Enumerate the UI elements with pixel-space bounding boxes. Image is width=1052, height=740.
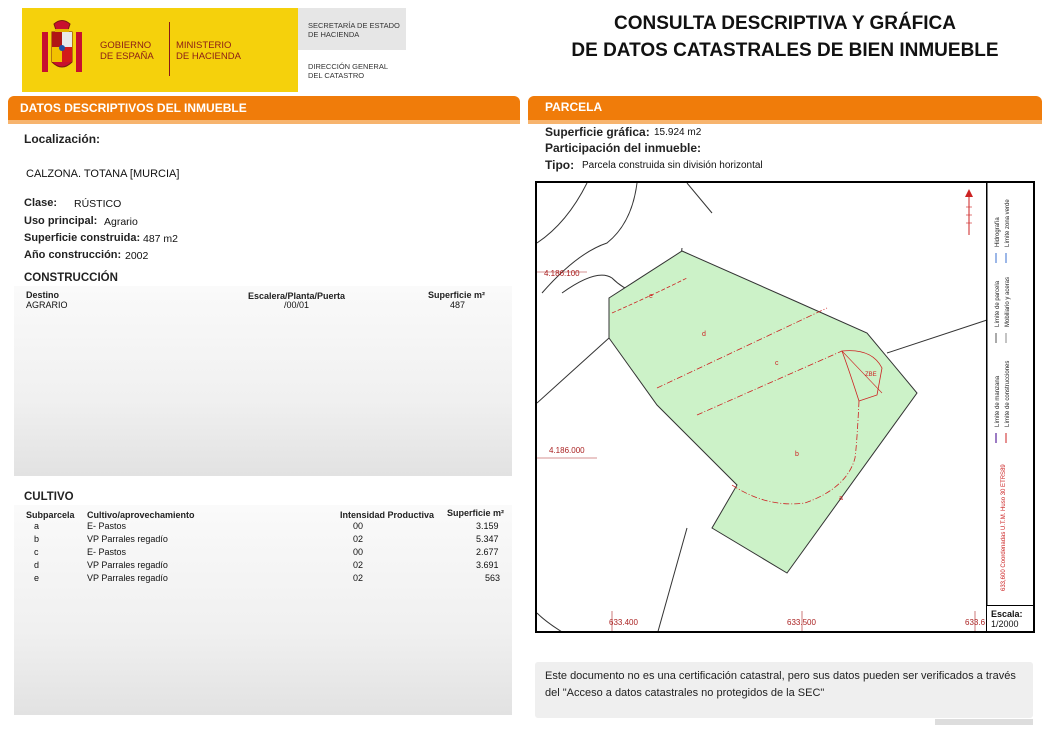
logo-separator [169, 22, 170, 76]
coord-y-mid: 4.186.000 [549, 446, 585, 455]
legend-manzana: Límite de manzana [995, 375, 1001, 427]
construccion-row-escalera: /00/01 [284, 300, 310, 310]
cultivo-row-e-subparcela: e [34, 573, 40, 583]
coat-of-arms-icon [38, 18, 86, 84]
zone-label: ZBE [865, 372, 877, 378]
cultivo-row-d-cultivo: VP Parrales regadío [87, 560, 168, 570]
cultivo-row-c-intensidad: 00 [353, 547, 364, 557]
gobierno-text: GOBIERNO DE ESPAÑA [100, 40, 154, 62]
participacion-label: Participación del inmueble: [545, 141, 702, 155]
localizacion-value: CALZONA. TOTANA [MURCIA] [26, 168, 180, 180]
superficie-grafica-label: Superficie gráfica: [545, 125, 650, 139]
cultivo-row-d-subparcela: d [34, 560, 40, 570]
direccion-general-text: DIRECCIÓN GENERAL DEL CATASTRO [308, 62, 389, 80]
clase-value: RÚSTICO [74, 198, 122, 210]
cultivo-row-a-superficie: 3.159 [476, 521, 499, 531]
subparcel-label-e: e [649, 293, 653, 300]
construccion-title: CONSTRUCCIÓN [24, 272, 118, 284]
cultivo-row-b-cultivo: VP Parrales regadío [87, 534, 168, 544]
scale-value: 1/2000 [991, 619, 1019, 629]
cultivo-row-a-subparcela: a [34, 521, 40, 531]
legend-construcciones: Límite de construcciones [1005, 360, 1011, 427]
cultivo-header-superficie: Superficie m² [447, 508, 505, 518]
note-shadow [935, 719, 1033, 725]
right-section-underline [528, 120, 1042, 124]
cultivo-row-e-intensidad: 02 [353, 573, 364, 583]
subparcel-label-a: a [839, 495, 843, 502]
cultivo-row-c-subparcela: c [34, 547, 39, 557]
legend-mobiliario: Mobiliario y aceras [1005, 276, 1011, 327]
left-section-underline [8, 120, 520, 124]
scale-box [986, 605, 1035, 633]
superficie-grafica-value: 15.924 m2 [654, 127, 702, 138]
uso-value: Agrario [104, 216, 138, 228]
legend-parcela: Límite de parcela [995, 280, 1001, 327]
scale-label: Escala: [991, 609, 1023, 619]
cultivo-row-a-intensidad: 00 [353, 521, 364, 531]
right-section-bar [528, 96, 1042, 120]
cultivo-row-d-superficie: 3.691 [476, 560, 499, 570]
secretaria-text: SECRETARÍA DE ESTADO DE HACIENDA [308, 21, 400, 39]
tipo-label: Tipo: [545, 158, 575, 172]
anio-label: Año construcción: [24, 249, 122, 261]
cultivo-row-d-intensidad: 02 [353, 560, 364, 570]
parcel-polygon [609, 251, 917, 573]
parcel-map[interactable] [535, 181, 1035, 633]
legend-coordinates: 633,600 Coordenadas U.T.M. Huso 30 ETRS89 [1001, 464, 1007, 591]
disclaimer-note: Este documento no es una certificación catastral, pero sus datos pueden ser verificados a través del "Acceso a datos catastrales no protegidos de la SEC" [535, 662, 1033, 718]
coord-x-2: 633.500 [787, 618, 816, 627]
cultivo-row-e-cultivo: VP Parrales regadío [87, 573, 168, 583]
superficie-value: 487 m2 [143, 233, 179, 245]
cultivo-title: CULTIVO [24, 491, 74, 503]
left-section-title: DATOS DESCRIPTIVOS DEL INMUEBLE [20, 101, 247, 115]
coord-y-top: 4.186.100 [544, 269, 580, 278]
subparcel-label-b: b [795, 451, 799, 458]
construccion-row-superficie: 487 [450, 300, 466, 310]
legend-zona-verde: Límite zona verde [1005, 199, 1011, 247]
subparcel-label-c: c [775, 360, 779, 367]
coord-x-3: 633.6 [965, 618, 986, 627]
localizacion-label: Localización: [24, 132, 101, 146]
construccion-header-destino: Destino [26, 290, 60, 300]
superficie-label: Superficie construida: [24, 232, 141, 244]
uso-label: Uso principal: [24, 215, 98, 227]
coord-x-1: 633.400 [609, 618, 638, 627]
cultivo-row-e-superficie: 563 [485, 573, 501, 583]
cultivo-header-intensidad: Intensidad Productiva [340, 510, 435, 520]
left-section-bar-cap [512, 96, 520, 120]
tipo-value: Parcela construida sin división horizontal [582, 160, 763, 171]
ministerio-text: MINISTERIO DE HACIENDA [176, 40, 241, 62]
cultivo-row-c-superficie: 2.677 [476, 547, 499, 557]
cultivo-row-b-subparcela: b [34, 534, 40, 544]
cultivo-header-cultivo: Cultivo/aprovechamiento [87, 510, 195, 520]
parcel-map-svg [537, 183, 1035, 633]
construccion-table [14, 286, 512, 476]
subparcel-label-d: d [702, 331, 706, 338]
clase-label: Clase: [24, 197, 58, 209]
cultivo-header-subparcela: Subparcela [26, 510, 75, 520]
map-legend [986, 181, 1035, 605]
cultivo-row-a-cultivo: E- Pastos [87, 521, 127, 531]
cultivo-row-b-superficie: 5.347 [476, 534, 499, 544]
legend-hidrografia: Hidrografía [995, 217, 1001, 247]
north-arrow-icon [965, 189, 973, 235]
gobierno-logo-block [22, 8, 298, 92]
construccion-header-superficie: Superficie m² [428, 290, 486, 300]
cultivo-row-b-intensidad: 02 [353, 534, 364, 544]
page-title: CONSULTA DESCRIPTIVA Y GRÁFICA DE DATOS CATASTRALES DE BIEN INMUEBLE [571, 13, 999, 61]
construccion-row-destino: AGRARIO [26, 300, 68, 310]
construccion-header-escalera: Escalera/Planta/Puerta [248, 291, 346, 301]
anio-value: 2002 [125, 250, 149, 262]
right-section-title: PARCELA [545, 100, 603, 114]
cultivo-row-c-cultivo: E- Pastos [87, 547, 127, 557]
